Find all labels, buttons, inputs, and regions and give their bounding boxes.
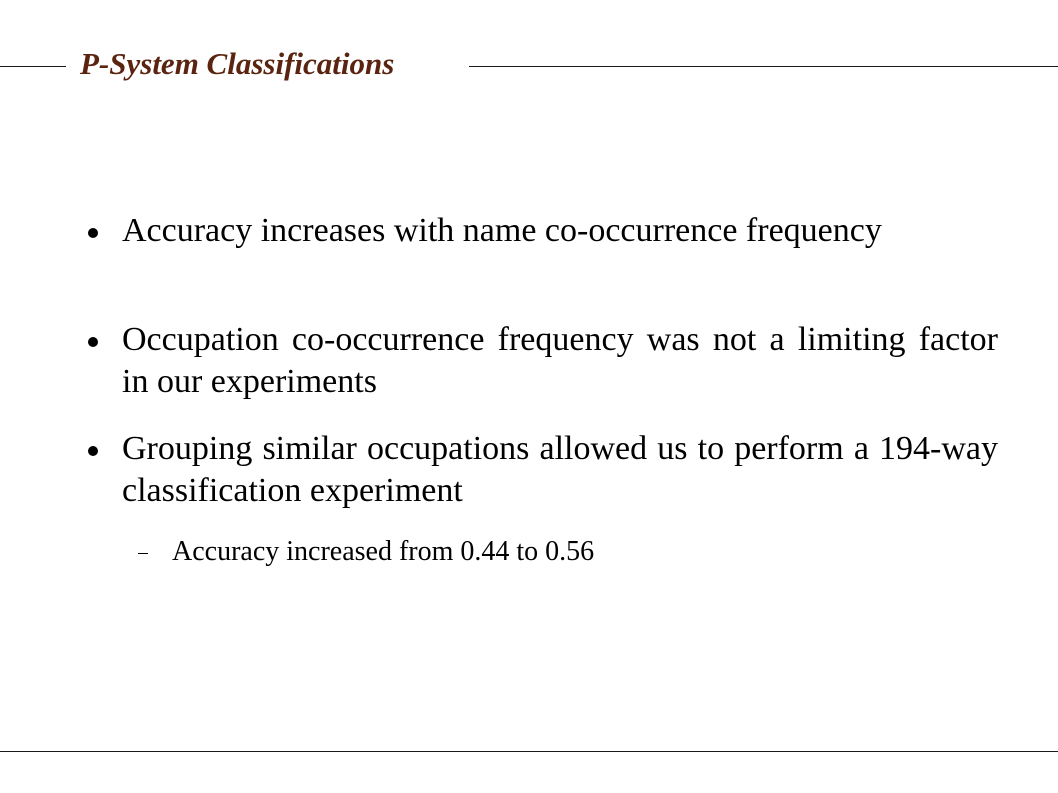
- bullet-text: Accuracy increases with name co-occurrence frequency: [122, 212, 882, 249]
- dash-bullet-icon: [138, 553, 148, 554]
- footer-rule: [0, 751, 1058, 752]
- title-rule-right: [469, 66, 1058, 67]
- bullet-dot-icon: [88, 228, 98, 238]
- sub-bullet-item: [172, 535, 594, 569]
- bullet-text: Grouping similar occupations allowed us to perform a 194-way classification experiment: [122, 430, 998, 509]
- bullet-dot-icon: [88, 337, 98, 347]
- bullet-item: [122, 428, 998, 512]
- bullet-item: [122, 210, 998, 252]
- bullet-text: Occupation co-occurrence frequency was not a limiting factor in our experiments: [122, 321, 998, 400]
- slide-title: P-System Classifications: [80, 46, 395, 81]
- title-rule-left: [0, 66, 66, 67]
- bullet-item: [122, 319, 998, 403]
- bullet-dot-icon: [88, 446, 98, 456]
- sub-bullet-text: Accuracy increased from 0.44 to 0.56: [172, 536, 595, 567]
